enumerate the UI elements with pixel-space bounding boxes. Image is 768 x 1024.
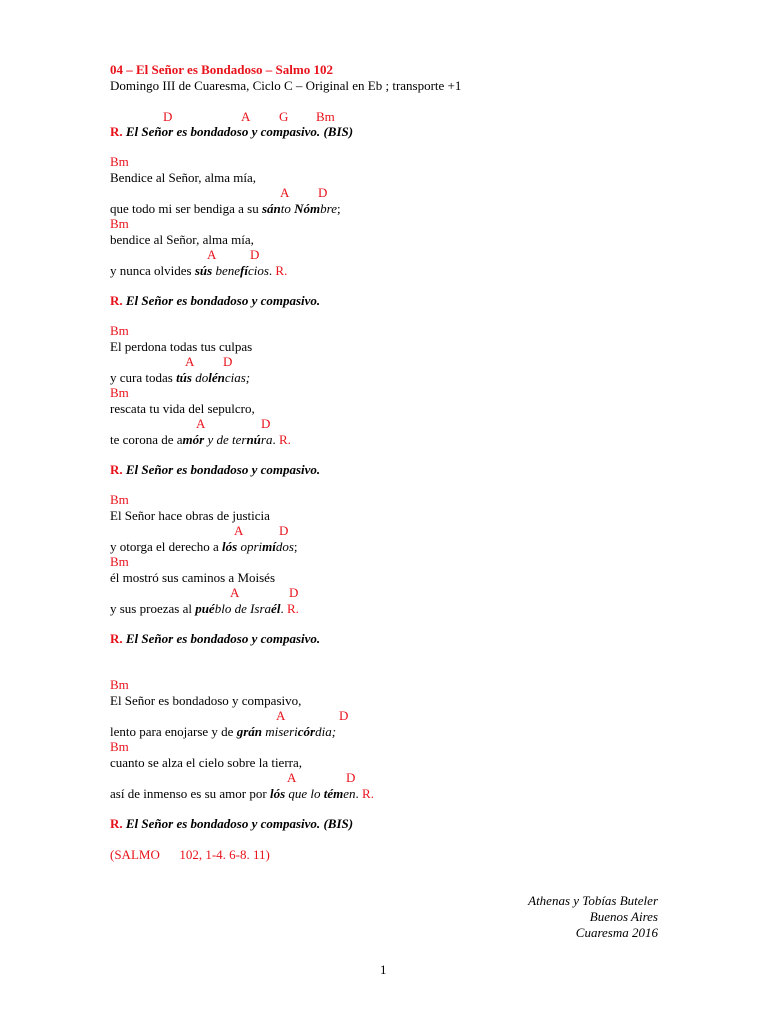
refrain-line [110,124,353,140]
chord-Bm: Bm [110,385,129,400]
refrain-marker: R. [275,263,288,278]
verse-line: El perdona todas tus culpas [110,339,253,354]
chord-A: A [196,416,206,431]
verse-line: te corona de amór y de ternúra. R. [110,432,291,447]
verse-line: cuanto se alza el cielo sobre la tierra, [110,755,303,770]
chord-Bm: Bm [110,323,129,338]
chord-A: A [185,354,195,369]
chord-Bm: Bm [110,554,129,569]
signature-place: Buenos Aires [589,909,658,924]
chord-Bm: Bm [110,216,129,231]
verse-line: él mostró sus caminos a Moisés [110,570,276,585]
verse-line: que todo mi ser bendiga a su sánto Nómbre; [110,201,341,216]
chord-D: D [223,354,233,369]
chord-A: A [280,185,290,200]
chord-D: D [346,770,356,785]
verse-line: bendice al Señor, alma mía, [110,232,254,247]
verse-line: y nunca olvides sús benefícios. R. [110,263,288,278]
verse-line: rescata tu vida del sepulcro, [110,401,255,416]
refrain-bis: (BIS) [323,124,354,139]
signature-authors: Athenas y Tobías Buteler [528,893,658,908]
verse-line: Bendice al Señor, alma mía, [110,170,257,185]
chord-Bm: Bm [110,154,129,169]
refrain-line: R. El Señor es bondadoso y compasivo. [110,631,321,646]
song-subtitle: Domingo III de Cuaresma, Ciclo C – Original en Eb ; transporte +1 [110,78,462,93]
chord-D: D [261,416,271,431]
chord-A: A [230,585,240,600]
chord-D: D [339,708,349,723]
chord-A: A [287,770,297,785]
refrain-line: R. El Señor es bondadoso y compasivo. [110,293,321,308]
refrain-marker: R. [110,124,123,139]
verse-line: así de inmenso es su amor por lós que lo témen. R. [110,786,374,801]
chord-D: D [250,247,260,262]
chord-A: A [234,523,244,538]
verse-line: lento para enojarse y de grán misericórdia; [110,724,337,739]
chord-Bm: Bm [110,677,129,692]
chord-D: D [289,585,299,600]
refrain-line: R. El Señor es bondadoso y compasivo. (BIS) [110,816,354,831]
refrain-text: El Señor es bondadoso y compasivo. [125,124,321,139]
chord-G: G [279,109,289,124]
chord-A: A [276,708,286,723]
signature-season: Cuaresma 2016 [575,925,658,940]
chord-A: A [207,247,217,262]
page-number: 1 [380,962,387,977]
verse-line: y sus proezas al puéblo de Israél. R. [110,601,299,616]
chord-Bm: Bm [110,739,129,754]
chord-A: A [241,109,251,124]
verse-line: y otorga el derecho a lós oprimídos; [110,539,298,554]
chord-Bm: Bm [110,492,129,507]
chord-Bm: Bm [316,109,335,124]
verse-line: El Señor hace obras de justicia [110,508,270,523]
psalm-reference: (SALMO 102, 1-4. 6-8. 11) [110,847,270,862]
chord-D: D [163,109,173,124]
chord-D: D [318,185,328,200]
chord-D: D [279,523,289,538]
verse-line: y cura todas tús doléncias; [110,370,251,385]
song-title: 04 – El Señor es Bondadoso – Salmo 102 [110,62,333,77]
refrain-line: R. El Señor es bondadoso y compasivo. [110,462,321,477]
verse-line: El Señor es bondadoso y compasivo, [110,693,302,708]
